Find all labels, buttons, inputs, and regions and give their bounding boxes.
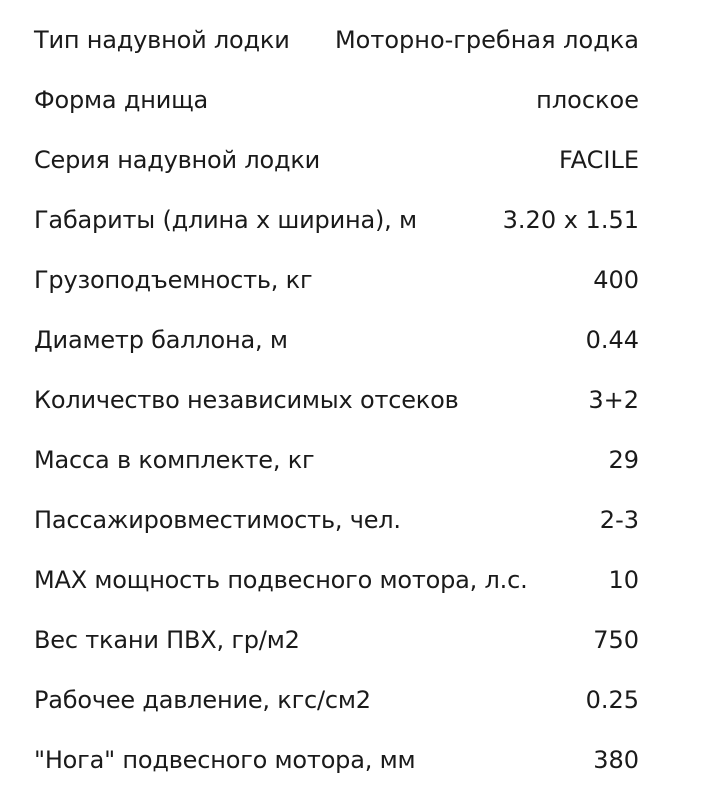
- spec-label: Серия надувной лодки: [34, 146, 321, 174]
- spec-value: 0.44: [585, 326, 639, 354]
- spec-label: Грузоподъемность, кг: [34, 266, 313, 294]
- spec-row-dimensions: [34, 190, 639, 250]
- spec-row-pvc-weight: [34, 610, 639, 670]
- spec-label: Пассажировместимость, чел.: [34, 506, 401, 534]
- spec-row-tube-diameter: [34, 310, 639, 370]
- spec-value: Моторно-гребная лодка: [334, 26, 639, 54]
- spec-label: MAX мощность подвесного мотора, л.с.: [34, 566, 528, 594]
- spec-value: 3.20 х 1.51: [502, 206, 639, 234]
- spec-label: Вес ткани ПВХ, гр/м2: [34, 626, 300, 654]
- spec-row-compartments: [34, 370, 639, 430]
- spec-row-load-capacity: [34, 250, 639, 310]
- spec-value: FACILE: [559, 146, 639, 174]
- spec-value: 3+2: [588, 386, 639, 414]
- spec-row-boat-type: [34, 10, 639, 70]
- spec-value: 0.25: [585, 686, 639, 714]
- spec-value: 10: [608, 566, 639, 594]
- spec-row-series: [34, 130, 639, 190]
- spec-value: 29: [608, 446, 639, 474]
- spec-row-working-pressure: [34, 670, 639, 730]
- spec-label: Рабочее давление, кгс/см2: [34, 686, 371, 714]
- spec-row-hull-shape: [34, 70, 639, 130]
- spec-value: 2-3: [599, 506, 639, 534]
- spec-label: Количество независимых отсеков: [34, 386, 459, 414]
- spec-label: Масса в комплекте, кг: [34, 446, 315, 474]
- spec-value: 750: [593, 626, 639, 654]
- spec-row-max-motor-power: [34, 550, 639, 610]
- spec-label: Габариты (длина х ширина), м: [34, 206, 417, 234]
- spec-label: Форма днища: [34, 86, 209, 114]
- spec-row-weight: [34, 430, 639, 490]
- spec-row-passengers: [34, 490, 639, 550]
- spec-value: плоское: [536, 86, 639, 114]
- spec-value: 400: [593, 266, 639, 294]
- spec-label: "Нога" подвесного мотора, мм: [34, 746, 416, 774]
- spec-label: Диаметр баллона, м: [34, 326, 288, 354]
- spec-label: Тип надувной лодки: [34, 26, 290, 54]
- spec-value: 380: [593, 746, 639, 774]
- spec-row-motor-shaft-length: [34, 730, 639, 790]
